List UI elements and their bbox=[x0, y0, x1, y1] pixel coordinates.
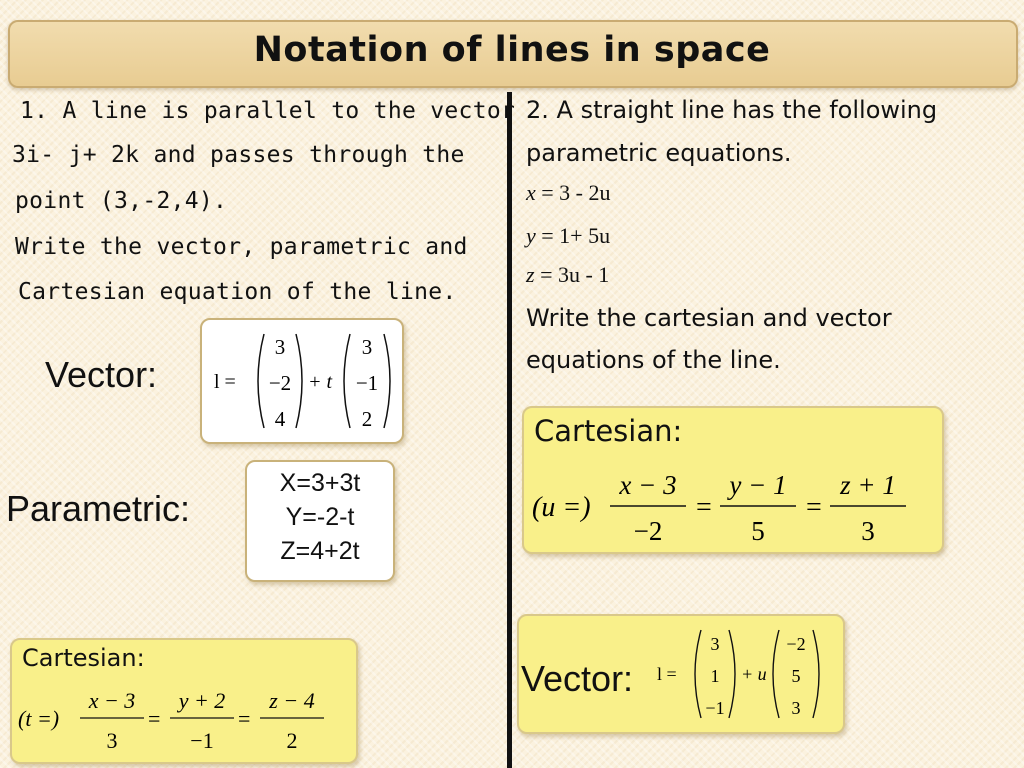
frac-den-z: 2 bbox=[286, 728, 298, 753]
cartesian-label-left: Cartesian: bbox=[22, 644, 145, 672]
equals-sign: = bbox=[696, 492, 712, 523]
dir-y: 5 bbox=[791, 666, 801, 686]
point-y: −2 bbox=[268, 371, 292, 395]
rest-y: = 1+ 5u bbox=[541, 223, 611, 248]
cartesian-label-right: Cartesian: bbox=[534, 414, 683, 448]
rest-z: = 3u - 1 bbox=[540, 262, 610, 287]
cartesian-equation-right bbox=[524, 460, 942, 550]
var-x: x bbox=[526, 180, 536, 205]
vector-label-right: Vector: bbox=[521, 658, 634, 699]
param-u: (u =) bbox=[532, 492, 591, 523]
parametric-label: Parametric: bbox=[6, 488, 191, 529]
vector-lhs-left: l = bbox=[214, 371, 236, 393]
paren-close bbox=[296, 334, 302, 428]
var-y: y bbox=[526, 223, 536, 248]
parametric-line-x: X=3+3t bbox=[279, 469, 361, 497]
column-divider bbox=[507, 92, 512, 768]
parametric-line-y: Y=-2-t bbox=[285, 503, 355, 531]
parametric-box bbox=[245, 460, 395, 582]
point-z: −1 bbox=[705, 698, 725, 718]
frac-den-y: −1 bbox=[190, 728, 214, 753]
frac-num-z: z + 1 bbox=[840, 470, 896, 500]
problem1-line-4: Write the vector, parametric and bbox=[15, 234, 468, 260]
frac-den-y: 5 bbox=[751, 516, 765, 546]
point-x: 3 bbox=[710, 634, 720, 654]
point-x: 3 bbox=[274, 335, 286, 359]
paren-open bbox=[695, 630, 701, 718]
dir-y: −1 bbox=[355, 371, 379, 395]
instruction-line-1: Write the cartesian and vector bbox=[526, 304, 892, 332]
param-t: (t =) bbox=[18, 706, 60, 731]
problem1-line-3: point (3,-2,4). bbox=[15, 188, 228, 214]
cartesian-equation-left bbox=[12, 678, 356, 760]
paren-close bbox=[729, 630, 735, 718]
point-z: 4 bbox=[274, 407, 286, 431]
frac-num-x: x − 3 bbox=[88, 688, 136, 713]
cartesian-box-right bbox=[522, 406, 944, 554]
paren-close bbox=[813, 630, 819, 718]
problem1-line-5: Cartesian equation of the line. bbox=[18, 279, 457, 305]
equals-sign: = bbox=[148, 706, 161, 731]
vector-lhs-right: l = bbox=[657, 664, 677, 684]
point-y: 1 bbox=[710, 666, 720, 686]
vector-box-right bbox=[517, 614, 845, 734]
paren-open bbox=[773, 630, 779, 718]
var-z: z bbox=[526, 262, 535, 287]
paren-open bbox=[344, 334, 350, 428]
frac-num-y: y − 1 bbox=[729, 470, 787, 500]
instruction-line-2: equations of the line. bbox=[526, 346, 781, 374]
dir-x: −2 bbox=[786, 634, 806, 654]
vector-equation-left bbox=[202, 320, 402, 442]
frac-num-z: z − 4 bbox=[269, 688, 315, 713]
cartesian-box-left bbox=[10, 638, 358, 764]
dir-z: 2 bbox=[361, 407, 373, 431]
frac-den-x: 3 bbox=[106, 728, 118, 753]
dir-x: 3 bbox=[361, 335, 373, 359]
plus-t: + t bbox=[308, 371, 333, 393]
problem2-line-1: 2. A straight line has the following bbox=[526, 96, 938, 124]
plus-u: + u bbox=[741, 664, 767, 684]
frac-num-y: y + 2 bbox=[178, 688, 226, 713]
vector-equation-right bbox=[655, 620, 841, 728]
paren-close bbox=[384, 334, 390, 428]
vector-equation-box-left bbox=[200, 318, 404, 444]
equals-sign: = bbox=[238, 706, 251, 731]
frac-num-x: x − 3 bbox=[619, 470, 677, 500]
page-title: Notation of lines in space bbox=[253, 30, 771, 70]
param-eq-z bbox=[526, 262, 609, 288]
problem1-line-2: 3i- j+ 2k and passes through the bbox=[12, 142, 465, 168]
equals-sign: = bbox=[806, 492, 822, 523]
dir-z: 3 bbox=[791, 698, 801, 718]
frac-den-x: −2 bbox=[633, 516, 663, 546]
problem1-line-1: 1. A line is parallel to the vector bbox=[20, 98, 516, 124]
frac-den-z: 3 bbox=[861, 516, 875, 546]
vector-label-left: Vector: bbox=[45, 354, 158, 395]
param-eq-y bbox=[526, 223, 610, 249]
param-eq-x bbox=[526, 180, 611, 206]
parametric-line-z: Z=4+2t bbox=[280, 537, 360, 565]
paren-open bbox=[258, 334, 264, 428]
rest-x: = 3 - 2u bbox=[541, 180, 611, 205]
problem2-line-2: parametric equations. bbox=[526, 139, 792, 167]
